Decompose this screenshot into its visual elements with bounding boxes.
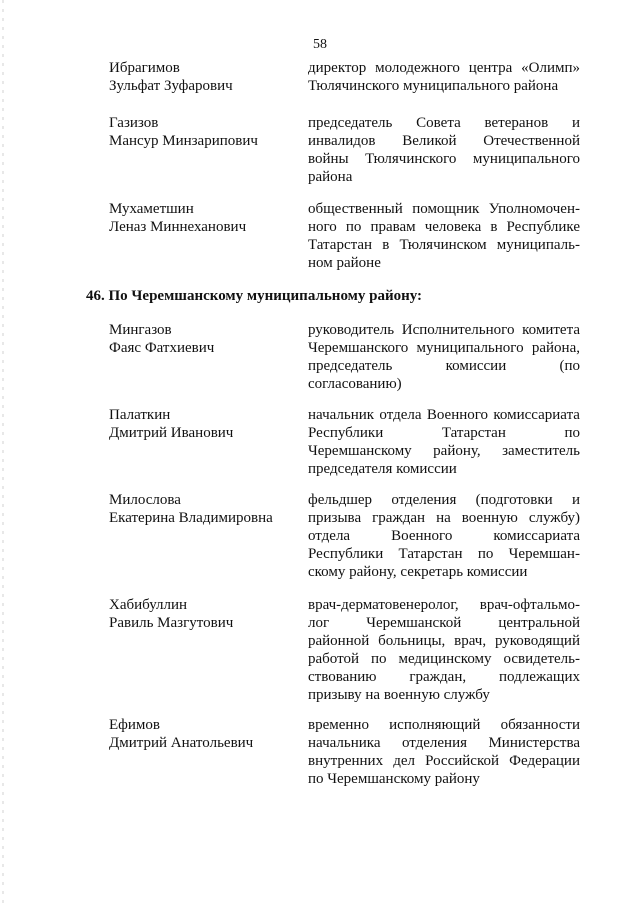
role-line: [308, 686, 580, 704]
member-given-names: Мансур Минзарипович: [109, 133, 258, 149]
role-word: в: [382, 237, 390, 253]
role-word: председатель: [308, 115, 393, 131]
role-word: Военного: [391, 528, 453, 544]
role-word: руководитель: [308, 322, 395, 338]
role-line: [308, 59, 580, 77]
role-word: Черемшан-: [508, 546, 580, 562]
role-line: [308, 596, 580, 614]
role-word: врач,: [454, 633, 487, 649]
role-word: человека: [424, 219, 482, 235]
role-word: фельдшер: [308, 492, 373, 508]
role-word: врач-дерматовенеролог,: [308, 597, 459, 613]
role-word: лог: [308, 615, 330, 631]
role-line: [308, 77, 580, 95]
role-word: Республики: [308, 425, 384, 441]
role-line: [308, 375, 580, 393]
role-line: [308, 114, 580, 132]
role-word: больницы,: [378, 633, 446, 649]
role-word: инвалидов: [308, 133, 376, 149]
role-word: Республике: [506, 219, 580, 235]
member-surname: Хабибуллин: [109, 597, 188, 613]
member-name: [109, 321, 299, 357]
role-line: [308, 509, 580, 527]
role-word: района: [308, 169, 353, 185]
member-surname: Палаткин: [109, 407, 171, 423]
role-line: [308, 752, 580, 770]
role-word: директор: [308, 60, 367, 76]
role-word: граждан,: [409, 669, 467, 685]
role-word: ном районе: [308, 255, 381, 271]
role-line: [308, 770, 580, 788]
role-line: [308, 424, 580, 442]
role-word: медицинскому: [398, 651, 492, 667]
role-word: «Олимп»: [521, 60, 580, 76]
role-word: отдела: [379, 407, 422, 423]
role-word: Черемшанского: [308, 340, 409, 356]
role-word: комиссариата: [493, 528, 580, 544]
role-word: Совета: [416, 115, 461, 131]
role-word: центральной: [498, 615, 580, 631]
role-word: Военного: [426, 407, 489, 423]
member-role: [308, 716, 580, 788]
role-word: Тюлячинского муниципального района: [308, 78, 559, 94]
member-given-names: Равиль Мазгутович: [109, 615, 234, 631]
role-word: временно: [308, 717, 369, 733]
role-word: муниципального: [416, 340, 524, 356]
role-word: Татарстан: [398, 546, 463, 562]
role-word: ствованию: [308, 669, 377, 685]
member-name: [109, 491, 299, 527]
member-name: [109, 114, 299, 150]
role-word: по: [564, 425, 580, 441]
role-word: председателя комиссии: [308, 461, 457, 477]
role-word: комитета: [522, 322, 580, 338]
role-line: [308, 168, 580, 186]
role-word: отделения: [391, 492, 457, 508]
role-word: Великой: [402, 133, 457, 149]
role-word: службу): [528, 510, 580, 526]
page-number: 58: [313, 37, 327, 52]
member-role: [308, 321, 580, 393]
role-line: [308, 254, 580, 272]
role-word: районной: [308, 633, 370, 649]
role-word: по: [370, 651, 387, 667]
member-role: [308, 491, 580, 581]
role-line: [308, 716, 580, 734]
role-word: муниципаль-: [496, 237, 580, 253]
role-word: Татарстан: [441, 425, 506, 441]
role-word: молодежного: [375, 60, 460, 76]
role-word: исполняющий: [389, 717, 481, 733]
role-word: муниципального: [472, 151, 580, 167]
role-word: Отечественной: [483, 133, 580, 149]
role-word: призыва: [308, 510, 362, 526]
member-role: [308, 114, 580, 186]
member-surname: Ефимов: [109, 717, 160, 733]
role-word: Уполномочен-: [488, 201, 580, 217]
role-word: комиссии: [445, 358, 507, 374]
scan-edge-marks: [2, 0, 4, 905]
role-line: [308, 236, 580, 254]
role-word: отделения: [401, 735, 468, 751]
member-given-names: Дмитрий Иванович: [109, 425, 234, 441]
role-word: (по: [559, 358, 580, 374]
member-role: [308, 596, 580, 704]
role-word: комиссариата: [493, 407, 580, 423]
role-word: по Черемшанскому району: [308, 771, 480, 787]
role-word: района,: [531, 340, 580, 356]
role-word: граждан: [372, 510, 426, 526]
member-surname: Мингазов: [109, 322, 172, 338]
role-line: [308, 460, 580, 478]
role-word: правам: [370, 219, 416, 235]
role-word: внутренних: [308, 753, 384, 769]
role-word: войны: [308, 151, 349, 167]
role-word: скому району, секретарь комиссии: [308, 564, 528, 580]
member-surname: Газизов: [109, 115, 159, 131]
role-word: призыву на военную службу: [308, 687, 490, 703]
role-word: работой: [308, 651, 359, 667]
role-word: обязанности: [500, 717, 580, 733]
role-line: [308, 734, 580, 752]
role-word: Федерации: [509, 753, 580, 769]
role-word: военную: [461, 510, 518, 526]
role-word: дел: [393, 753, 415, 769]
member-name: [109, 59, 299, 95]
role-word: Российской: [425, 753, 500, 769]
role-line: [308, 132, 580, 150]
role-word: Татарстан: [308, 237, 373, 253]
role-word: по: [477, 546, 494, 562]
member-name: [109, 716, 299, 752]
role-word: (подготовки: [475, 492, 553, 508]
role-word: врач-офтальмо-: [479, 597, 580, 613]
role-line: [308, 406, 580, 424]
role-line: [308, 545, 580, 563]
role-word: подлежащих: [499, 669, 580, 685]
role-word: ного: [308, 219, 337, 235]
role-line: [308, 650, 580, 668]
member-given-names: Фаяс Фатхиевич: [109, 340, 215, 356]
role-line: [308, 527, 580, 545]
member-name: [109, 596, 299, 632]
role-word: Исполнительного: [401, 322, 515, 338]
member-surname: Мухаметшин: [109, 201, 194, 217]
role-word: начальника: [308, 735, 381, 751]
role-word: заместитель: [502, 443, 580, 459]
role-line: [308, 442, 580, 460]
role-word: Черемшанскому: [308, 443, 412, 459]
role-word: району,: [433, 443, 481, 459]
role-line: [308, 150, 580, 168]
role-line: [308, 668, 580, 686]
role-line: [308, 339, 580, 357]
role-word: Черемшанской: [366, 615, 462, 631]
member-surname: Ибрагимов: [109, 60, 180, 76]
role-line: [308, 632, 580, 650]
role-word: начальник: [308, 407, 375, 423]
role-word: освидетель-: [503, 651, 580, 667]
role-word: согласованию): [308, 376, 402, 392]
role-line: [308, 218, 580, 236]
member-given-names: Зульфат Зуфарович: [109, 78, 233, 94]
role-line: [308, 614, 580, 632]
role-word: в: [490, 219, 498, 235]
role-word: Тюлячинском: [399, 237, 487, 253]
member-given-names: Леназ Миннеханович: [109, 219, 247, 235]
member-surname: Милослова: [109, 492, 181, 508]
role-word: центра: [468, 60, 513, 76]
member-given-names: Дмитрий Анатольевич: [109, 735, 254, 751]
section-heading: 46. По Черемшанскому муниципальному району:: [86, 288, 423, 304]
role-word: ветеранов: [484, 115, 549, 131]
role-word: председатель: [308, 358, 393, 374]
member-name: [109, 200, 299, 236]
member-role: [308, 200, 580, 272]
role-word: и: [571, 115, 580, 131]
role-line: [308, 563, 580, 581]
member-role: [308, 406, 580, 478]
role-line: [308, 321, 580, 339]
role-word: Тюлячинского: [365, 151, 457, 167]
member-given-names: Екатерина Владимировна: [109, 510, 273, 526]
role-word: помощник: [412, 201, 480, 217]
role-line: [308, 491, 580, 509]
role-word: и: [571, 492, 580, 508]
member-role: [308, 59, 580, 95]
role-word: по: [345, 219, 362, 235]
role-word: Министерства: [488, 735, 580, 751]
role-word: общественный: [308, 201, 403, 217]
role-line: [308, 200, 580, 218]
role-word: Республики: [308, 546, 384, 562]
role-word: руководящий: [494, 633, 580, 649]
role-word: на: [436, 510, 451, 526]
member-name: [109, 406, 299, 442]
role-line: [308, 357, 580, 375]
role-word: отдела: [308, 528, 351, 544]
